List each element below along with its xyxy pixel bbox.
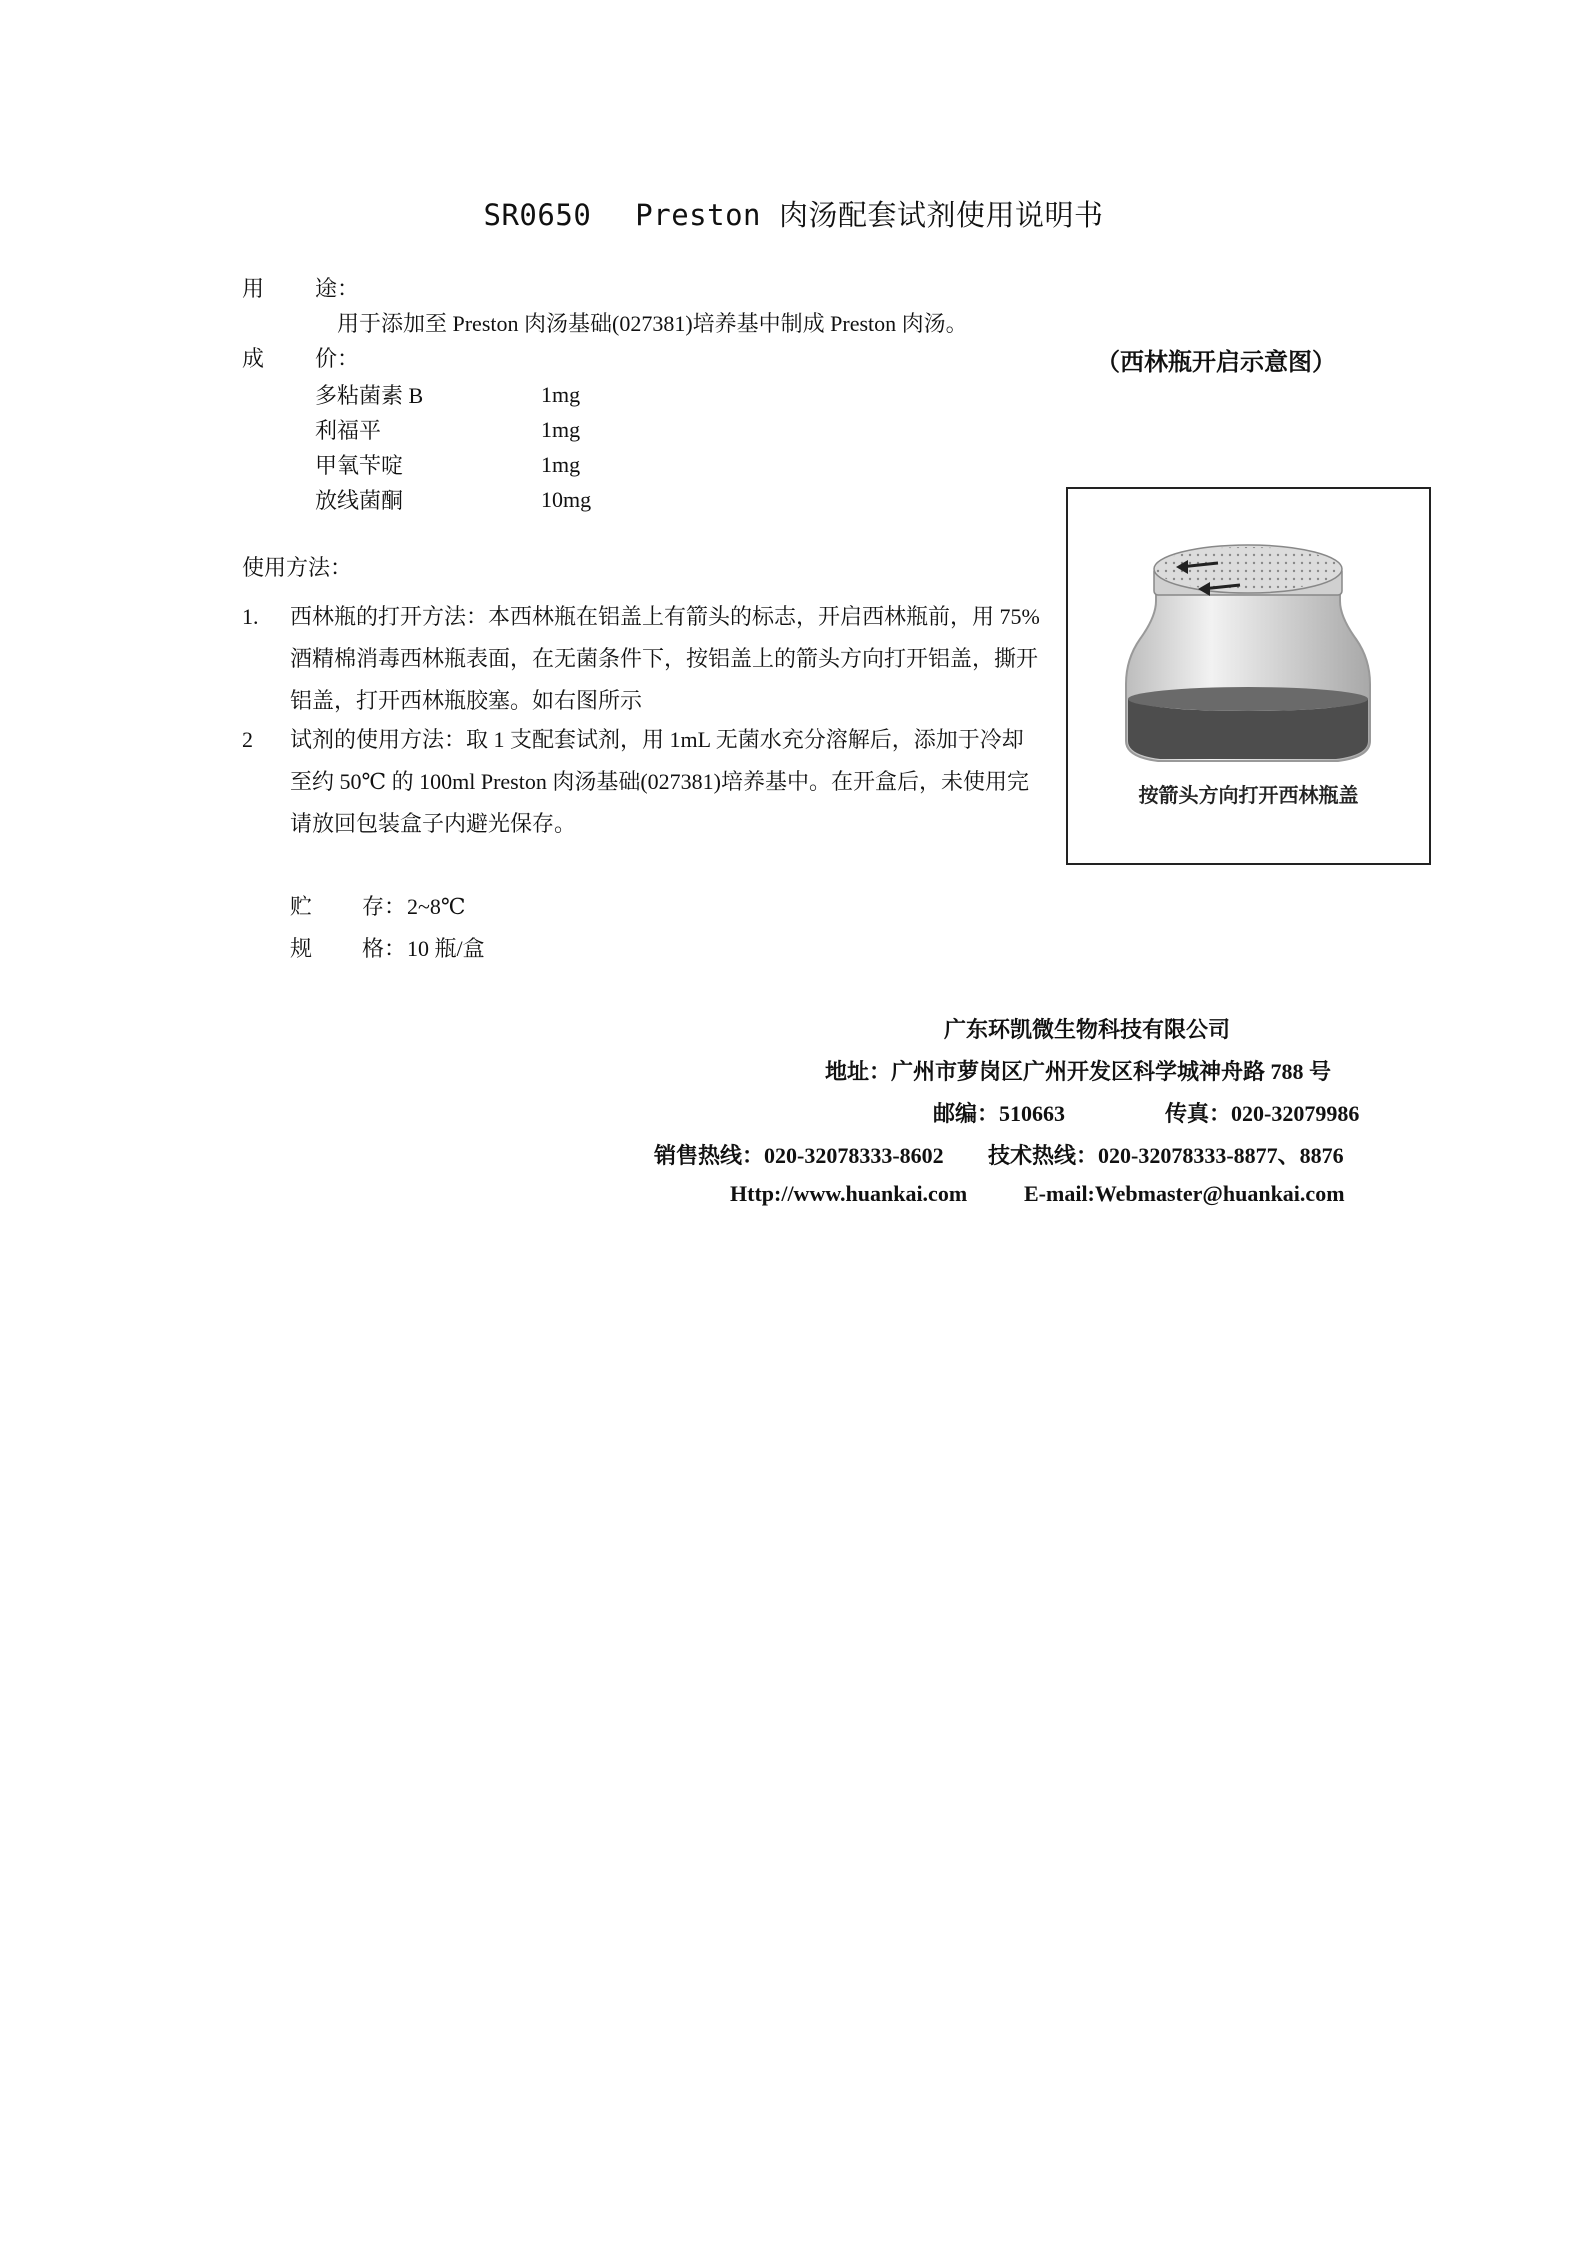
figure-caption: 按箭头方向打开西林瓶盖	[1138, 783, 1359, 807]
purpose-label-1: 用	[242, 276, 265, 301]
spec-value: 10 瓶/盒	[407, 936, 485, 961]
ingredient-name: 放线菌酮	[315, 488, 404, 513]
step-number: 1.	[242, 604, 259, 629]
company-fax: 传真：020-32079986	[1165, 1101, 1360, 1126]
purpose-text: 用于添加至 Preston 肉汤基础(027381)培养基中制成 Preston 肉汤。	[337, 311, 968, 336]
step-number: 2	[242, 727, 253, 752]
ingredient-row	[315, 412, 661, 447]
storage-value: 2~8℃	[407, 894, 466, 919]
ingredient-name: 多粘菌素 B	[315, 383, 424, 408]
ingredient-row	[315, 482, 661, 517]
vial-figure	[1066, 487, 1431, 865]
ingredient-amount: 1mg	[541, 451, 581, 477]
purpose-label-2: 途：	[315, 276, 360, 301]
composition-label-2: 价：	[315, 346, 360, 371]
step-text: 试剂的使用方法：取 1 支配套试剂，用 1mL 无菌水充分溶解后，添加于冷却至约 50℃ 的 100ml Preston 肉汤基础(027381)培养基中。在开盒后，未使用完请放回包装盒子内避光保存。	[290, 727, 1029, 836]
ingredient-row	[315, 377, 661, 412]
usage-heading: 使用方法：	[242, 555, 353, 580]
ingredient-amount: 1mg	[541, 381, 581, 407]
ingredient-amount: 1mg	[541, 416, 581, 442]
company-address: 地址：广州市萝岗区广州开发区科学城神舟路 788 号	[825, 1059, 1332, 1084]
company-postcode: 邮编：510663	[933, 1101, 1066, 1126]
storage-label-1: 贮	[290, 894, 313, 919]
composition-label-1: 成	[242, 346, 265, 371]
ingredient-amount: 10mg	[541, 486, 592, 512]
ingredient-name: 甲氧苄啶	[315, 453, 404, 478]
figure-title: （西林瓶开启示意图）	[1096, 348, 1336, 376]
liquid-surface	[1128, 687, 1368, 711]
spec-label-2: 格：	[362, 936, 407, 961]
sales-hotline: 销售热线：020-32078333-8602	[654, 1143, 944, 1168]
page-title	[0, 193, 1587, 234]
step-text: 西林瓶的打开方法：本西林瓶在铝盖上有箭头的标志，开启西林瓶前，用 75%酒精棉消毒西林瓶表面，在无菌条件下，按铝盖上的箭头方向打开铝盖，撕开铝盖，打开西林瓶胶塞。如右图所示	[290, 604, 1040, 713]
product-code: SR0650	[483, 198, 592, 232]
tech-hotline: 技术热线：020-32078333-8877、8876	[988, 1143, 1344, 1168]
ingredient-table	[315, 377, 661, 517]
spec-label-1: 规	[290, 936, 313, 961]
storage-label-2: 存：	[362, 894, 407, 919]
company-name: 广东环凯微生物科技有限公司	[944, 1017, 1231, 1042]
ingredient-name: 利福平	[315, 418, 382, 443]
ingredient-row	[315, 447, 661, 482]
product-name: Preston 肉汤配套试剂使用说明书	[635, 198, 1104, 232]
email-link[interactable]: E-mail:Webmaster@huankai.com	[1024, 1181, 1345, 1206]
website-link[interactable]: Http://www.huankai.com	[730, 1181, 968, 1206]
